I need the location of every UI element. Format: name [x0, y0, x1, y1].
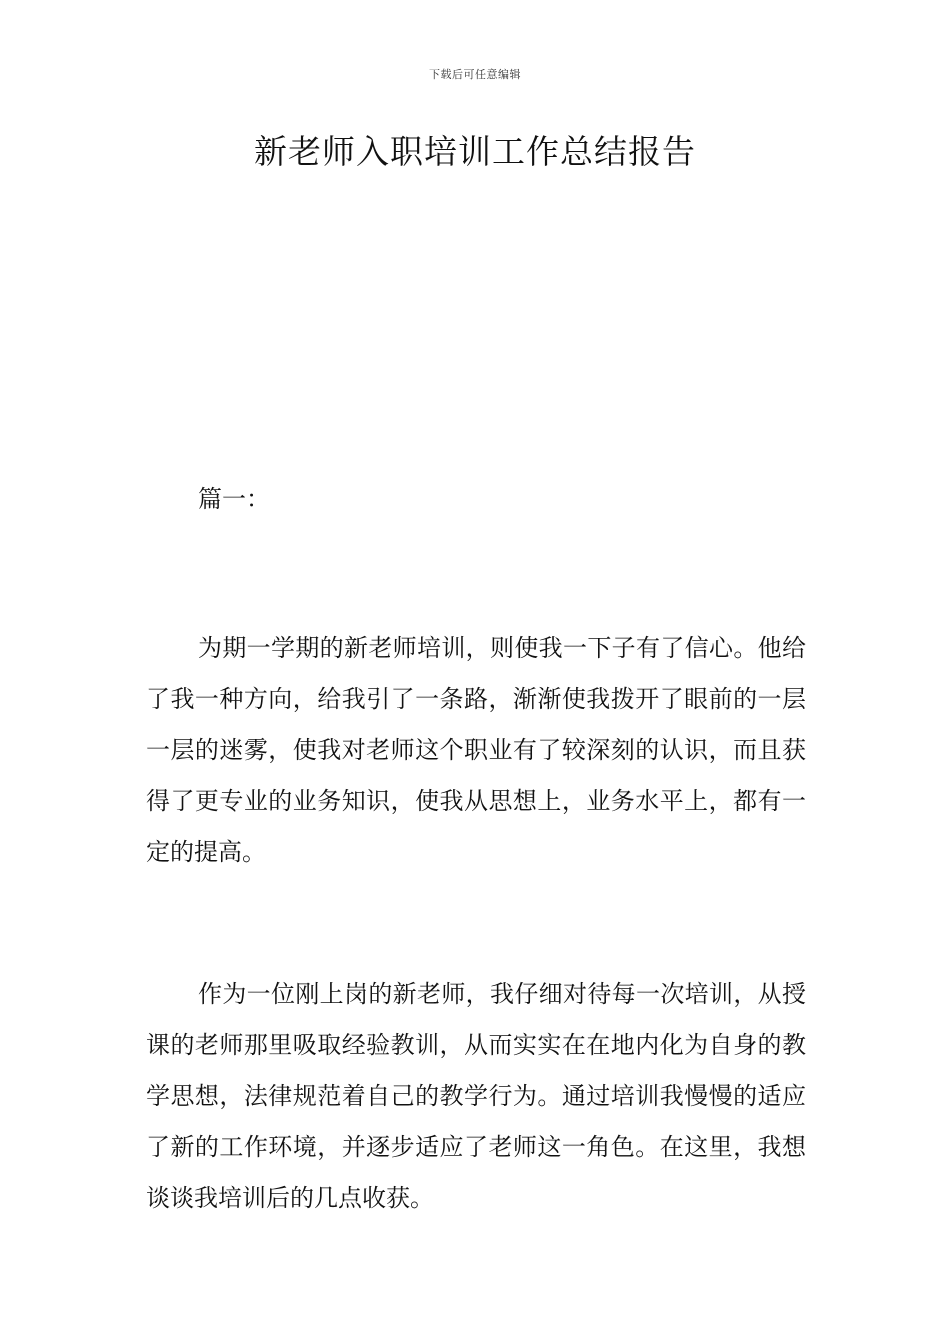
paragraph-2: 作为一位刚上岗的新老师，我仔细对待每一次培训，从授课的老师那里吸取经验教训，从而实实在在地内化为自身的教学思想，法律规范着自己的教学行为。通过培训我慢慢的适应了新的工作环境，并逐步适应了老师这一角色。在这里，我想谈谈我培训后的几点收获。 [146, 980, 806, 1212]
header-note: 下载后可任意编辑 [429, 68, 521, 81]
section-heading: 篇一： [198, 485, 270, 513]
document-title: 新老师入职培训工作总结报告 [254, 132, 696, 171]
paragraph-1: 为期一学期的新老师培训，则使我一下子有了信心。他给了我一种方向，给我引了一条路，渐渐使我拨开了眼前的一层一层的迷雾，使我对老师这个职业有了较深刻的认识，而且获得了更专业的业务知识，使我从思想上，业务水平上，都有一定的提高。 [146, 634, 806, 866]
